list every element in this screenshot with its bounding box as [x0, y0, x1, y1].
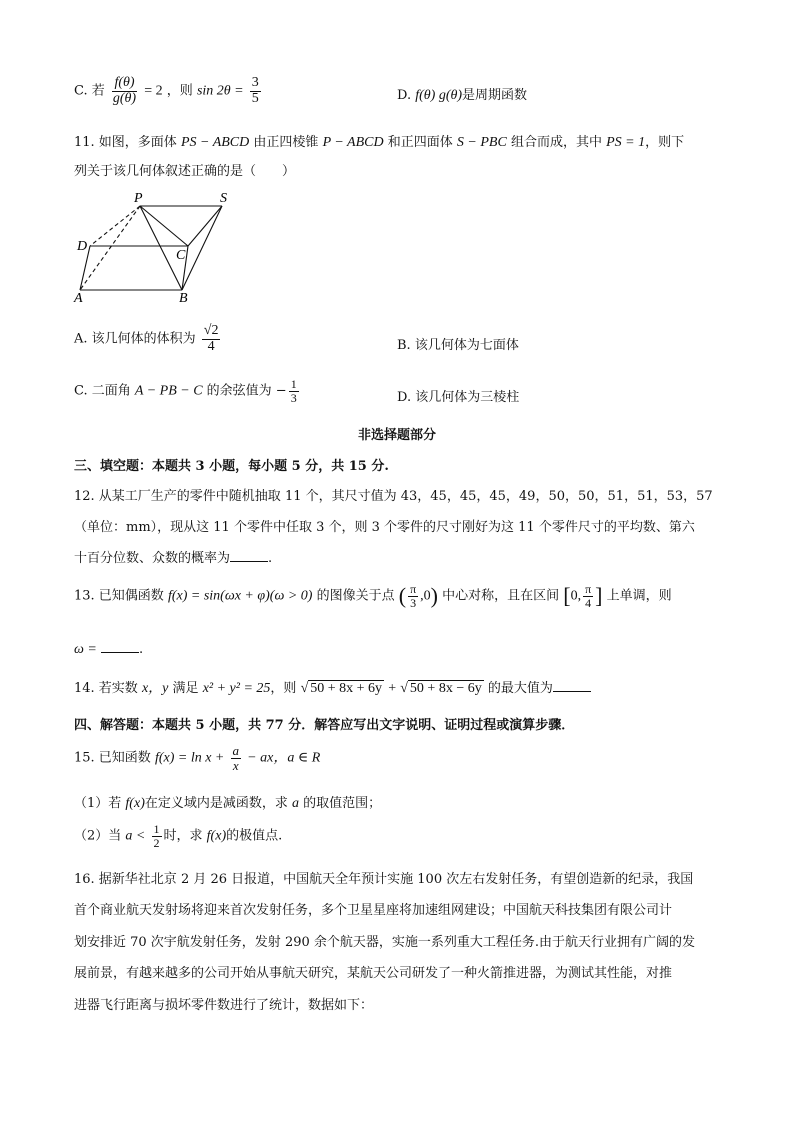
- q11-c-num: 1: [290, 377, 297, 391]
- q13-l2-end: .: [138, 642, 144, 657]
- q15-f1: f(x) = ln x +: [154, 750, 225, 766]
- q11-option-d: D. 该几何体为三棱柱: [397, 390, 520, 405]
- q13-answer-blank[interactable]: [101, 640, 139, 653]
- q15-part1: [74, 792, 381, 812]
- q11-poly: PS − ABCD: [180, 135, 250, 150]
- q15-p2-f: f(x): [206, 828, 227, 844]
- q16-line3: 划安排近 70 次宇航发射任务，发射 290 余个航天器，实施一系列重大工程任务.由于航天行业拥有广阔的发: [74, 935, 696, 950]
- q11-c-b: 的余弦值为 −: [206, 383, 287, 399]
- q13-int-num: π: [585, 582, 592, 596]
- q13-paren-close: ): [430, 583, 438, 609]
- q13-int-head: 0,: [570, 588, 582, 604]
- q11-a-num: √2: [203, 323, 219, 338]
- q15-p2-fraction: [152, 823, 162, 849]
- q11-l1-a: 11. 如图，多面体: [74, 135, 177, 150]
- edge-SC: [188, 206, 222, 246]
- edge-PD: [90, 206, 140, 246]
- q13-pt-fraction: [408, 583, 418, 609]
- q15-fnum: a: [232, 743, 240, 758]
- edge-PC: [140, 206, 188, 246]
- q10-c-den: g(θ): [112, 90, 137, 106]
- q13-pt-tail: ,0: [420, 588, 431, 604]
- q16-line5: 进器飞行距离与损坏零件数进行了统计，数据如下：: [74, 998, 374, 1013]
- q14-rad2: 50 + 8x − 6y: [409, 681, 482, 696]
- q14-plus: +: [388, 681, 397, 696]
- q11-option-b: B. 该几何体为七面体: [397, 338, 519, 353]
- q13-int-fraction: [583, 583, 593, 609]
- q15-p2-a: （2）当: [74, 828, 122, 844]
- section-3-heading: 三、填空题：本题共 3 小题，每小题 5 分，共 15 分.: [74, 459, 389, 474]
- q14-radical-1: √ 50 + 8x + 6y: [300, 681, 383, 696]
- q14-eq: x² + y² = 25: [202, 681, 271, 696]
- q10-c-num: f(θ): [114, 75, 135, 90]
- q11-c-expr: A − PB − C: [134, 383, 203, 399]
- q13-paren-open: (: [398, 583, 407, 609]
- q11-c-a: C. 二面角: [74, 383, 131, 399]
- q10-c-fnum: 3: [251, 75, 259, 90]
- q15-a: 15. 已知函数: [74, 750, 151, 766]
- q11-tet: S − PBC: [456, 135, 507, 150]
- q15-p1-var: a: [292, 796, 300, 811]
- q10-d-text: 是周期函数: [462, 88, 528, 103]
- q14-rad1: 50 + 8x + 6y: [310, 681, 383, 696]
- q13-line2: [74, 640, 143, 658]
- section-4-heading: 四、解答题：本题共 5 小题，共 77 分．解答应写出文字说明、证明过程或演算步骤．: [74, 718, 575, 733]
- q15-p2-var: a <: [125, 828, 146, 844]
- q14-c: ，则: [270, 681, 297, 696]
- q14-line: [74, 677, 591, 697]
- q10-c-fraction: [111, 76, 138, 106]
- label-S: S: [220, 191, 227, 206]
- q10-d-prefix: D.: [397, 88, 412, 103]
- q14-answer-blank[interactable]: [553, 679, 591, 692]
- q13-c: 中心对称，且在区间: [442, 588, 560, 604]
- q11-l1-d: 组合而成，其中: [510, 135, 602, 150]
- q10-d-expr: f(θ) g(θ): [415, 88, 463, 103]
- q13-a: 13. 已知偶函数: [74, 588, 164, 604]
- q12-l3-end: .: [268, 551, 273, 566]
- q10-c-sin: sin 2θ =: [196, 83, 244, 99]
- q15-p1-a: （1）若: [74, 796, 122, 811]
- q13-bracket-close: ]: [595, 583, 603, 609]
- section-nonchoice-heading: 非选择题部分: [357, 428, 436, 443]
- q11-a-fraction: [202, 324, 221, 354]
- q14-radical-2: √ 50 + 8x − 6y: [400, 681, 482, 696]
- q15-p2-den: 2: [153, 835, 160, 850]
- q10-c-mid: ，则: [166, 83, 193, 99]
- q13-d: 上单调，则: [606, 588, 672, 604]
- q11-line1: [74, 131, 684, 151]
- q10-option-d: [397, 84, 527, 104]
- q12-line2: （单位：mm），现从这 11 个零件中任取 3 个，则 3 个零件的尺寸刚好为这 11 个零件尺寸的平均数、第六: [74, 520, 695, 535]
- q15-p2-c: 的极值点.: [226, 828, 283, 844]
- q11-l1-b: 由正四棱锥: [253, 135, 319, 150]
- q12-l3-text: 十百分位数、众数的概率为: [74, 551, 231, 566]
- q15-p1-f: f(x): [125, 796, 145, 811]
- q12-line1: 12. 从某工厂生产的零件中随机抽取 11 个，其尺寸值为 43，45，45，45，49，50，50，51，51，53，57: [74, 489, 713, 504]
- q10-c-fden: 5: [251, 90, 259, 106]
- q15-b: ，a ∈ R: [273, 750, 321, 766]
- label-A: A: [74, 291, 83, 306]
- q13-func: f(x) = sin(ωx + φ)(ω > 0): [167, 588, 313, 604]
- q10-c-eq: = 2: [144, 83, 163, 99]
- q13-omega: ω =: [74, 642, 97, 657]
- label-P: P: [134, 191, 143, 206]
- q10-option-c: [74, 76, 263, 106]
- q11-pyr: P − ABCD: [322, 135, 384, 150]
- q13-bracket-open: [: [563, 583, 571, 609]
- q16-line2: 首个商业航天发射场将迎来首次发射任务，多个卫星星座将加速组网建设；中国航天科技集团有限公司计: [74, 903, 673, 918]
- q10-c-prefix: C. 若: [74, 83, 105, 99]
- q11-figure: [70, 188, 250, 306]
- q11-l1-e: ，则下: [645, 135, 685, 150]
- q11-line2: 列关于该几何体叙述正确的是（ ）: [74, 164, 296, 179]
- q13-line1: [74, 583, 672, 609]
- q11-c-fraction: [289, 378, 299, 404]
- q15-f2: − ax: [247, 750, 274, 766]
- q11-a-den: 4: [207, 338, 215, 354]
- q13-pt-den: 3: [410, 595, 417, 610]
- q14-a: 14. 若实数: [74, 681, 138, 696]
- q16-line1: 16. 据新华社北京 2 月 26 日报道，中国航天全年预计实施 100 次左右发射任务，有望创造新的纪录，我国: [74, 872, 694, 887]
- label-B: B: [179, 291, 188, 306]
- q15-fraction: [231, 744, 242, 772]
- q11-ps: PS = 1: [606, 135, 646, 150]
- q11-a-text: A. 该几何体的体积为: [74, 331, 196, 347]
- q13-int-den: 4: [585, 595, 592, 610]
- q11-option-a: [74, 324, 222, 354]
- q13-pt-num: π: [410, 582, 417, 596]
- q15-p1-c: 的取值范围；: [303, 796, 382, 811]
- q11-c-den: 3: [290, 390, 297, 405]
- q10-c-result: [250, 76, 261, 106]
- q15-p1-b: 在定义域内是减函数，求: [144, 796, 288, 811]
- q11-l1-c: 和正四面体: [387, 135, 453, 150]
- q15-part2: [74, 823, 282, 849]
- q14-b: 满足: [172, 681, 199, 696]
- q16-line4: 展前景，有越来越多的公司开始从事航天研究，某航天公司研发了一种火箭推进器，为测试其性能，对推: [74, 966, 673, 981]
- label-D: D: [77, 239, 88, 254]
- q15-line1: [74, 744, 320, 772]
- label-C: C: [176, 248, 186, 263]
- q13-b: 的图像关于点: [316, 588, 395, 604]
- q15-p2-b: 时，求: [163, 828, 203, 844]
- q12-line3: [74, 547, 272, 566]
- q14-d: 的最大值为: [487, 681, 553, 696]
- q15-fden: x: [232, 757, 239, 773]
- q12-answer-blank[interactable]: [230, 549, 268, 562]
- q11-option-c: [74, 378, 301, 404]
- q14-vars: x，y: [141, 681, 169, 696]
- q15-p2-num: 1: [153, 822, 160, 836]
